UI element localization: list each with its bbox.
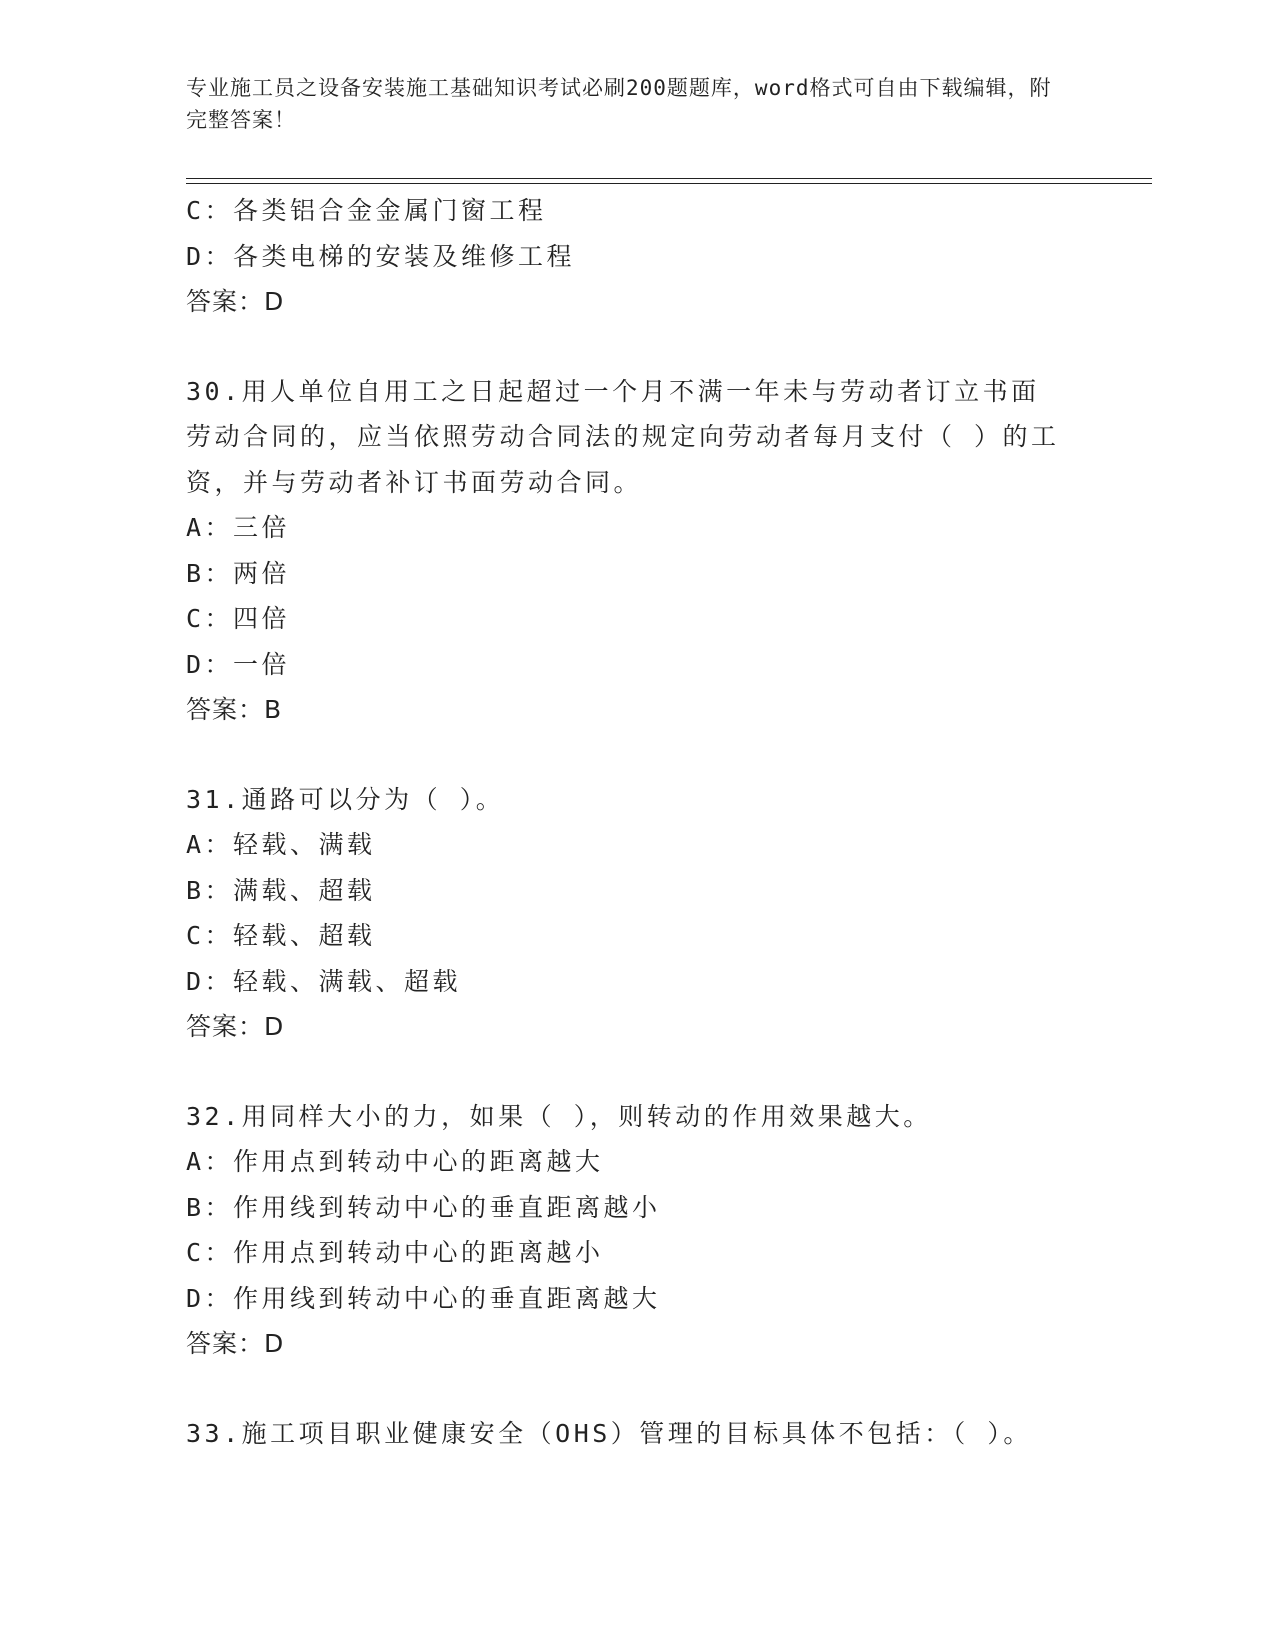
question-stem: 31.通路可以分为（ ）。 bbox=[186, 784, 505, 814]
question-stem: 32.用同样大小的力，如果（ ），则转动的作用效果越大。 bbox=[186, 1101, 932, 1131]
header-divider-top bbox=[186, 178, 1152, 179]
option-line: D：轻载、满载、超载 bbox=[186, 966, 462, 996]
option-line: D：作用线到转动中心的垂直距离越大 bbox=[186, 1283, 661, 1313]
answer-line: 答案：D bbox=[186, 1329, 285, 1358]
spacer bbox=[186, 1050, 1086, 1094]
option-line: B：作用线到转动中心的垂直距离越小 bbox=[186, 1192, 661, 1222]
answer-line: 答案：D bbox=[186, 287, 285, 316]
option-line: D：一倍 bbox=[186, 649, 291, 679]
option-line: C：轻载、超载 bbox=[186, 921, 376, 950]
option-line: D：各类电梯的安装及维修工程 bbox=[186, 241, 576, 271]
spacer bbox=[186, 733, 1086, 777]
option-line: B：满载、超载 bbox=[186, 875, 376, 905]
option-line: A：作用点到转动中心的距离越大 bbox=[186, 1147, 604, 1176]
question-list bbox=[186, 188, 1086, 1456]
document-header-title: 专业施工员之设备安装施工基础知识考试必刷200题题库，word格式可自由下载编辑，附完整答案！ bbox=[186, 76, 1052, 132]
answer-line: 答案：B bbox=[186, 695, 283, 724]
spacer bbox=[186, 1367, 1086, 1411]
option-line: B：两倍 bbox=[186, 558, 291, 588]
question-stem: 30.用人单位自用工之日起超过一个月不满一年未与劳动者订立书面劳动合同的，应当依照劳动合同法的规定向劳动者每月支付（ ）的工资，并与劳动者补订书面劳动合同。 bbox=[186, 376, 1060, 497]
question-stem: 33.施工项目职业健康安全（OHS）管理的目标具体不包括：（ ）。 bbox=[186, 1418, 1032, 1448]
option-line: C：各类铝合金金属门窗工程 bbox=[186, 196, 547, 225]
answer-line: 答案：D bbox=[186, 1012, 285, 1041]
spacer bbox=[186, 325, 1086, 369]
option-line: A：三倍 bbox=[186, 513, 291, 542]
option-line: A：轻载、满载 bbox=[186, 830, 376, 859]
header-divider-bottom bbox=[186, 183, 1152, 184]
option-line: C：作用点到转动中心的距离越小 bbox=[186, 1238, 604, 1267]
option-line: C：四倍 bbox=[186, 604, 291, 633]
